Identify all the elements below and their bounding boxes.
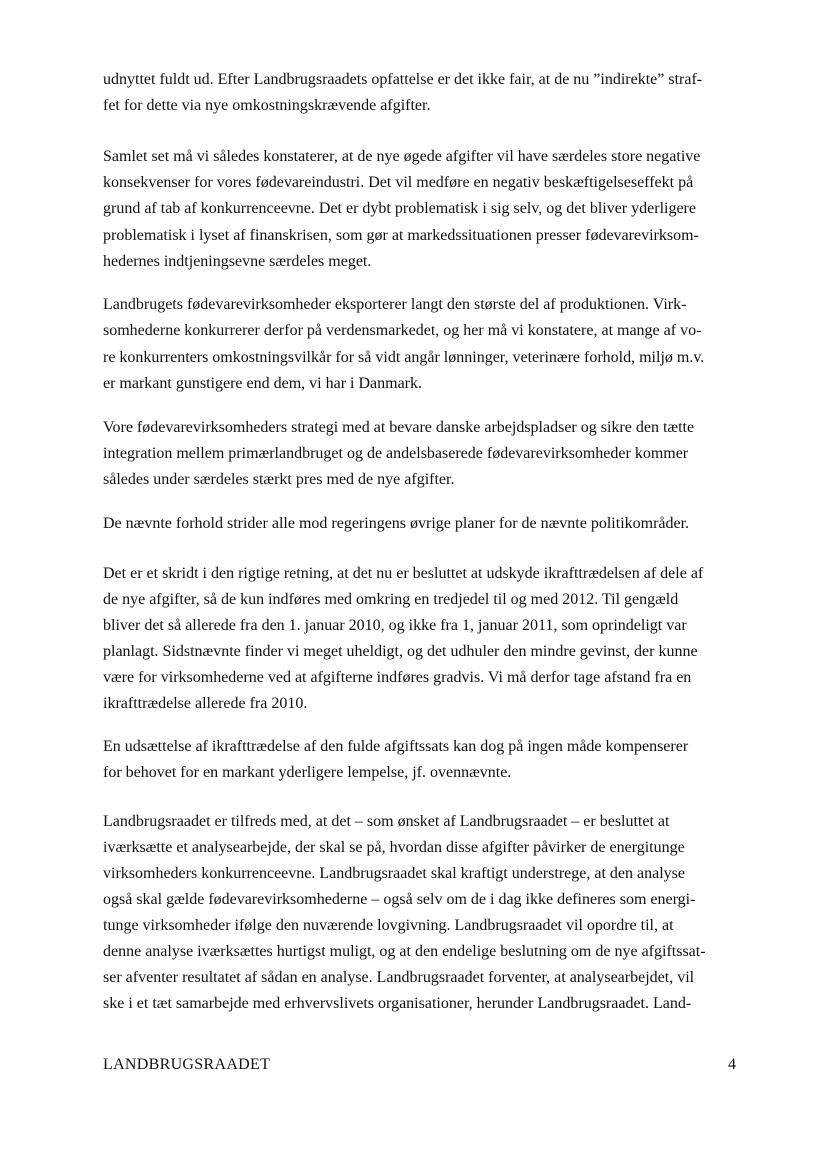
- text-line: somhederne konkurrerer derfor på verdensmarkedet, og her må vi konstatere, at mange af vo-: [103, 322, 702, 339]
- text-line: Landbrugsraadet er tilfreds med, at det – som ønsket af Landbrugsraadet – er besluttet at: [103, 813, 670, 830]
- footer-page-number: 4: [728, 1056, 737, 1073]
- text-line: integration mellem primærlandbruget og de andelsbaserede fødevarevirksomheder kommer: [103, 445, 689, 462]
- text-line: planlagt. Sidstnævnte finder vi meget uheldigt, og det udhuler den mindre gevinst, der kunne: [103, 643, 698, 660]
- text-line: fet for dette via nye omkostningskrævende afgifter.: [103, 97, 431, 114]
- text-line: være for virksomhederne ved at afgifterne indføres gradvis. Vi må derfor tage afstand fra en: [103, 669, 692, 686]
- text-line: Landbrugets fødevarevirksomheder eksporterer langt den største del af produktionen. Virk-: [103, 296, 687, 313]
- text-line: ske i et tæt samarbejde med erhvervslivets organisationer, herunder Landbrugsraadet. Land-: [103, 995, 692, 1012]
- text-line: konsekvenser for vores fødevareindustri. Det vil medføre en negativ beskæftigelseseffekt på: [103, 174, 694, 191]
- text-line: Det er et skridt i den rigtige retning, at det nu er besluttet at udskyde ikrafttrædelsen af dele af: [103, 565, 704, 582]
- text-line: Vore fødevarevirksomheders strategi med at bevare danske arbejdspladser og sikre den tætte: [103, 419, 695, 436]
- text-line: bliver det så allerede fra den 1. januar 2010, og ikke fra 1, januar 2011, som oprindeligt var: [103, 617, 687, 634]
- text-line: udnyttet fuldt ud. Efter Landbrugsraadets opfattelse er det ikke fair, at de nu ”indirekte” straf-: [103, 71, 703, 88]
- text-line: En udsættelse af ikrafttrædelse af den fulde afgiftssats kan dog på ingen måde kompenserer: [103, 738, 689, 755]
- text-line: således under særdeles stærkt pres med de nye afgifter.: [103, 471, 455, 488]
- text-line: Samlet set må vi således konstaterer, at de nye øgede afgifter vil have særdeles store negative: [103, 148, 701, 165]
- text-line: grund af tab af konkurrenceevne. Det er dybt problematisk i sig selv, og det bliver yderligere: [103, 200, 696, 217]
- text-line: denne analyse iværksættes hurtigst muligt, og at den endelige beslutning om de nye afgiftssat-: [103, 943, 706, 960]
- text-line: virksomheders konkurrenceevne. Landbrugsraadet skal kraftigt understrege, at den analyse: [103, 865, 685, 882]
- text-line: de nye afgifter, så de kun indføres med omkring en tredjedel til og med 2012. Til gengæld: [103, 591, 679, 608]
- text-line: problematisk i lyset af finanskrisen, som gør at markedssituationen presser fødevarevirksom-: [103, 227, 699, 244]
- text-line: er markant gunstigere end dem, vi har i Danmark.: [103, 375, 422, 392]
- text-line: iværksætte et analysearbejde, der skal se på, hvordan disse afgifter påvirker de energitunge: [103, 839, 685, 856]
- text-line: for behovet for en markant yderligere lempelse, jf. ovennævnte.: [103, 764, 512, 781]
- text-line: ser afventer resultatet af sådan en analyse. Landbrugsraadet forventer, at analysearbejdet, vil: [103, 969, 695, 986]
- text-line: hedernes indtjeningsevne særdeles meget.: [103, 253, 372, 270]
- text-line: ikrafttrædelse allerede fra 2010.: [103, 695, 308, 712]
- text-line: De nævnte forhold strider alle mod regeringens øvrige planer for de nævnte politikområder.: [103, 515, 690, 532]
- text-line: også skal gælde fødevarevirksomhederne – også selv om de i dag ikke defineres som energi-: [103, 891, 696, 908]
- text-line: tunge virksomheder ifølge den nuværende lovgivning. Landbrugsraadet vil opordre til, at: [103, 917, 674, 934]
- text-line: re konkurrenters omkostningsvilkår for så vidt angår lønninger, veterinære forhold, miljø m.v.: [103, 349, 705, 366]
- footer-organization: LANDBRUGSRAADET: [103, 1056, 271, 1073]
